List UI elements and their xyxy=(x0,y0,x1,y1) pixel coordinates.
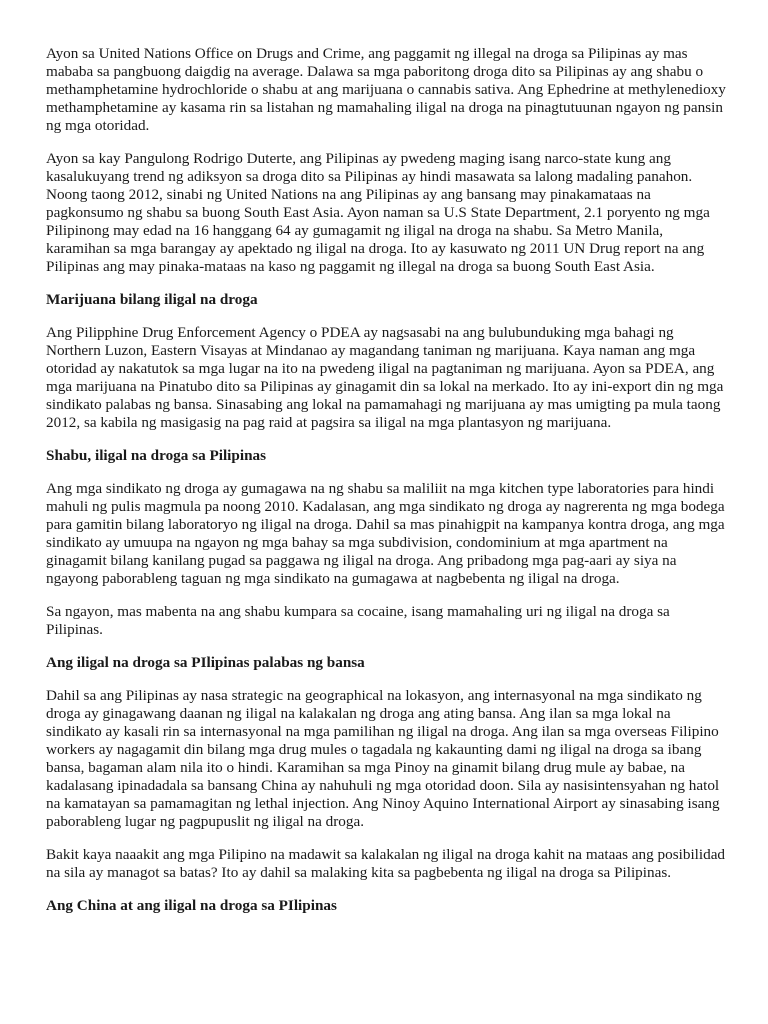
paragraph-shabu-laboratories: Ang mga sindikato ng droga ay gumagawa na ng shabu sa maliliit na mga kitchen type laboratories para hindi mahuli ng pulis magmula pa noong 2010. Kadalasan, ang mga sindikato ng droga ay nagrerenta ng mga bodega para gamitin bilang laboratoryo ng iligal na droga. Dahil sa mas pinahigpit na kampanya kontra droga, ang mga sindikato ay umuupa na ngayon ng mga bahay sa mga subdivision, condominium at mga apartment na ginagamit bilang kanilang pugad sa paggawa ng iligal na droga. Ang pribadong mga pag-aari ay siya na ngayong paborableng taguan ng mga sindikato na gumagawa at nagbebenta ng iligal na droga. xyxy=(46,480,725,587)
heading-marijuana: Marijuana bilang iligal na droga xyxy=(46,291,258,308)
paragraph-shabu-vs-cocaine: Sa ngayon, mas mabenta na ang shabu kumpara sa cocaine, isang mamahaling uri ng iligal na droga sa Pilipinas. xyxy=(46,603,670,638)
heading-drugs-outside-country: Ang iligal na droga sa PIlipinas palabas ng bansa xyxy=(46,654,365,671)
heading-china-drugs: Ang China at ang iligal na droga sa PIlipinas xyxy=(46,897,337,914)
paragraph-why-filipinos-involved: Bakit kaya naaakit ang mga Pilipino na madawit sa kalakalan ng iligal na droga kahit na mataas ang posibilidad na sila ay managot sa batas? Ito ay dahil sa malaking kita sa pagbebenta ng iligal na droga sa Pilipinas. xyxy=(46,846,726,881)
paragraph-unodc-drug-use: Ayon sa United Nations Office on Drugs and Crime, ang paggamit ng illegal na droga sa Pilipinas ay mas mababa sa pangbuong daigdig na average. Dalawa sa mga paboritong droga dito sa Pilipinas ay ang shabu o methamphetamine hydrochloride o shabu at ang marijuana o cannabis sativa. Ang Ephedrine at methylenedioxy methamphetamine ay kasama rin sa listahan ng mamahaling iligal na droga na pinagtutuunan ngayon ng pansin ng mga otoridad. xyxy=(46,45,726,134)
paragraph-pdea-marijuana: Ang Pilipphine Drug Enforcement Agency o PDEA ay nagsasabi na ang bulubunduking mga bahagi ng Northern Luzon, Eastern Visayas at Mindanao ay magandang taniman ng marijuana. Kaya naman ang mga otoridad ay nakatutok sa mga lugar na ito na pwedeng iligal na pagtaniman ng marijuana. Ayon sa PDEA, ang mga marijuana na Pinatubo dito sa Pilipinas ay ginagamit din sa lokal na merkado. Ito ay ini-export din ng mga sindikato palabas ng bansa. Sinasabing ang lokal na pamamahagi ng marijuana ay mas umigting pa mula taong 2012, sa kabila ng masigasig na pag raid at pagsira sa iligal na mga plantasyon ng marijuana. xyxy=(46,324,724,431)
paragraph-duterte-narco-state: Ayon sa kay Pangulong Rodrigo Duterte, ang Pilipinas ay pwedeng maging isang narco-state kung ang kasalukuyang trend ng adiksyon sa droga dito sa Pilipinas ay hindi masawata sa lalong madaling panahon. Noong taong 2012, sinabi ng United Nations na ang Pilipinas ay ang bansang may pinakamataas na pagkonsumo ng shabu sa buong South East Asia. Ayon naman sa U.S State Department, 2.1 poryento ng mga Pilipinong may edad na 16 hanggang 64 ay gumagamit ng iligal na droga na shabu. Sa Metro Manila, karamihan sa mga barangay ay apektado ng iligal na droga. Ito ay kasuwato ng 2011 UN Drug report na ang Pilipinas ang may pinaka-mataas na kaso ng paggamit ng illegal na droga sa buong South East Asia. xyxy=(46,150,710,275)
heading-shabu: Shabu, iligal na droga sa Pilipinas xyxy=(46,447,267,464)
document-body xyxy=(46,45,728,930)
paragraph-international-syndicates: Dahil sa ang Pilipinas ay nasa strategic na geographical na lokasyon, ang internasyonal na mga sindikato ng droga ay ginagawang daanan ng iligal na kalakalan ng droga ang ating bansa. Ang ilan sa mga lokal na sindikato ay kasali rin sa internasyonal na mga pamilihan ng iligal na droga. Ang ilan sa mga overseas Filipino workers ay nagagamit din bilang mga drug mules o tagadala ng kakaunting dami ng iligal na droga sa ibang bansa, bagaman alam nila ito o hindi. Karamihan sa mga Pinoy na ginamit bilang drug mule ay babae, na kadalasang ipinadadala sa bansang China ay nahuhuli ng mga otoridad doon. Sila ay nasisintensyahan ng hatol na kamatayan sa pamamagitan ng lethal injection. Ang Ninoy Aquino International Airport ay sinasabing isang paborableng lugar ng pagpupuslit ng iligal na droga. xyxy=(46,687,720,830)
